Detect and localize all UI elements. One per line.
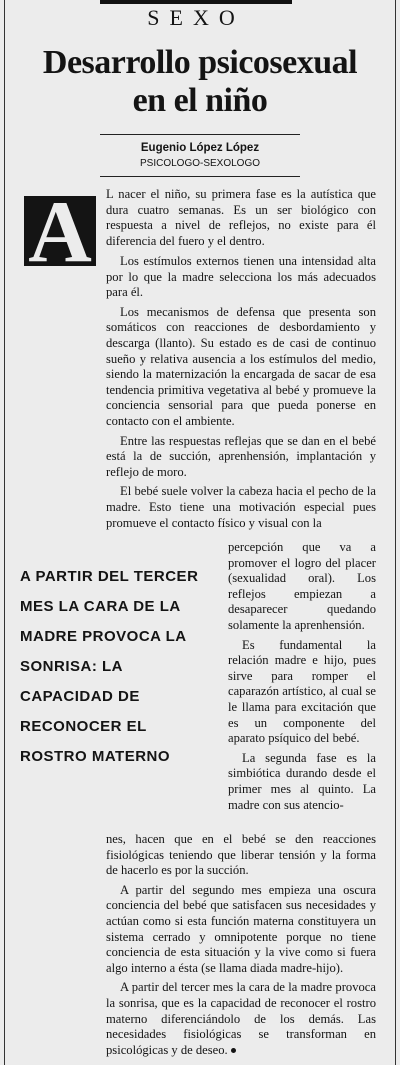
paragraph-1: L nacer el niño, su primera fase es la autística que dura cuatro semanas. Es un ser biológico con respuesta a nivel de reflejos, no existe para él diferencia del fuero y el dentro. [106, 187, 376, 248]
headline [8, 44, 392, 120]
paragraph-4: Entre las respuestas reflejas que se dan en el bebé está la de succión, aprenhensión, implantación y reflejo de moro. [106, 433, 376, 479]
section-label: SEXO [100, 0, 292, 30]
left-border-line [4, 0, 5, 1065]
pull-quote: A PARTIR DEL TERCER MES LA CARA DE LA MADRE PROVOCA LA SONRISA: LA CAPACIDAD DE RECONOCER EL ROSTRO MATERNO [20, 568, 199, 765]
paragraph-2: Los estímulos externos tienen una intensidad alta por lo que la madre selecciona los más adecuados para él. [106, 254, 376, 300]
paragraph-5a: El bebé suele volver la cabeza hacia el pecho de la madre. Esto tiene una motivación especial pues promueve el contacto físico y visual con la [106, 484, 376, 530]
article-body-top [106, 187, 376, 249]
paragraph-9: A partir del tercer mes la cara de la madre provoca la sonrisa, que es la capacidad de reconocer el rostro materno diferenciándolo de los demás. Las necesidades fisiológicas se transforman en psicológicas y de deseo. [106, 980, 376, 1057]
article-body-full [106, 254, 376, 531]
author-role: PSICOLOGO-SEXOLOGO [139, 158, 261, 169]
article-body-bottom [106, 832, 376, 1058]
drop-cap: A [24, 196, 96, 266]
paragraph-6: Es fundamental la relación madre e hijo, pues sirve para romper el caparazón artístico, al cual se le llama para excitación que es un componente del aparato psíquico del bebé. [228, 637, 376, 746]
paragraph-9-wrap [106, 980, 376, 1058]
article-body-narrow [228, 540, 376, 813]
right-border-line [395, 0, 396, 1065]
end-bullet-icon [231, 1048, 236, 1053]
byline-bottom-rule [100, 176, 300, 177]
headline-line-2: en el niño [132, 82, 268, 119]
paragraph-7b: nes, hacen que en el bebé se den reacciones fisiológicas teniendo que liberar tensión y la forma de hacerlo es por la succión. [106, 832, 376, 878]
paragraph-5b: percepción que va a promover el logro del placer (sexualidad oral). Los reflejos empiezan a desaparecer quedando solamente la aprenhensión. [228, 540, 376, 632]
headline-line-1: Desarrollo psicosexual [42, 44, 358, 81]
paragraph-3: Los mecanismos de defensa que presenta son somáticos con reacciones de desbordamiento y descarga (llanto). Su estado es de casi de continuo sueño y relativa ausencia a los estímulos del medio, siendo la maternización la encargada de sacar de esa tendencia primitiva vegetativa al bebé y promueve la conciencia sensorial para que pueda ponerse en contacto con el ambiente. [106, 304, 376, 428]
paragraph-7a: La segunda fase es la simbiótica durando desde el primer mes al quinto. La madre con sus atencio- [228, 750, 376, 812]
paragraph-8: A partir del segundo mes empieza una oscura conciencia del bebé que satisfacen sus necesidades y actúan como si esta función materna constituyera un sistema cerrado y omnipotente porque no tiene conciencia de esta situación y la vive como si fuera algo interno a ésta (se llama diada madre-hijo). [106, 882, 376, 975]
byline-top-rule [100, 134, 300, 135]
author-name: Eugenio López López [140, 142, 260, 154]
